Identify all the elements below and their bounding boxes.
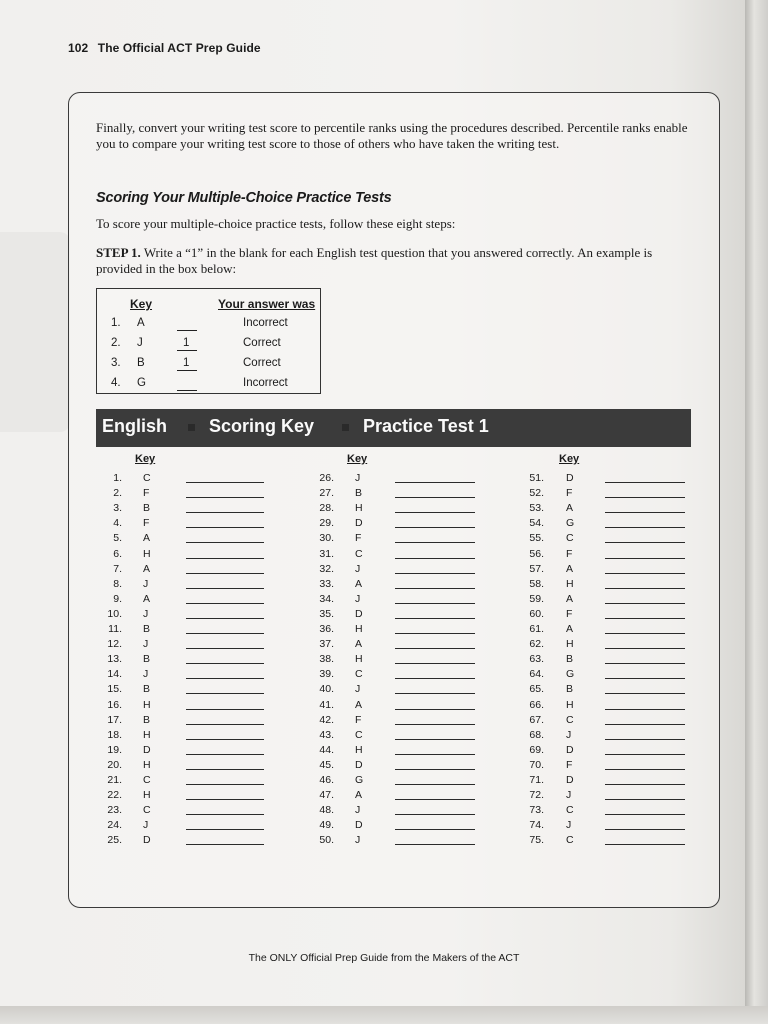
answer-blank[interactable] xyxy=(605,512,685,513)
answer-letter: C xyxy=(143,804,151,817)
answer-letter: J xyxy=(143,577,149,590)
question-number: 55. xyxy=(529,532,544,545)
answer-row xyxy=(0,833,768,848)
answer-letter: J xyxy=(355,472,361,484)
answer-blank[interactable] xyxy=(605,527,685,528)
question-number: 54. xyxy=(529,517,544,530)
answer-letter: D xyxy=(566,743,574,756)
answer-letter: G xyxy=(566,517,575,530)
question-number: 59. xyxy=(529,592,544,605)
answer-letter: J xyxy=(566,819,572,832)
answer-letter: J xyxy=(143,819,149,832)
answer-blank[interactable] xyxy=(605,588,685,589)
book-title: The Official ACT Prep Guide xyxy=(97,41,261,55)
question-number: 35. xyxy=(319,607,334,620)
answer-letter: F xyxy=(355,532,362,545)
answer-letter: H xyxy=(566,698,574,711)
answer-letter: C xyxy=(355,547,363,560)
banner-subject: English xyxy=(102,416,168,436)
question-number: 21. xyxy=(107,774,122,786)
question-number: 30. xyxy=(319,532,334,545)
answer-row xyxy=(0,471,768,486)
question-number: 68. xyxy=(529,728,544,741)
example-answer-header: Your answer was xyxy=(218,297,316,311)
answer-row xyxy=(0,713,768,728)
question-number: 15. xyxy=(107,683,122,696)
answer-letter: H xyxy=(143,728,151,741)
answer-row xyxy=(0,652,768,667)
question-number: 22. xyxy=(107,789,122,802)
answer-letter: B xyxy=(143,623,151,635)
answer-row xyxy=(0,501,768,516)
example-mark: 1 xyxy=(183,337,190,349)
question-number: 64. xyxy=(529,668,544,681)
answer-letter: J xyxy=(355,683,361,696)
answer-blank[interactable] xyxy=(605,497,685,498)
example-number: 2. xyxy=(111,337,121,349)
question-number: 8. xyxy=(113,577,122,590)
question-number: 56. xyxy=(529,547,544,560)
step-text: Write a “1” in the blank for each English test question that you answered correctly. An example is provided in the box below: xyxy=(96,245,653,276)
banner-square xyxy=(188,424,195,431)
answer-letter: A xyxy=(355,698,363,711)
answer-row xyxy=(0,486,768,501)
key-header-col-2: Key xyxy=(347,453,368,465)
page-footer: The ONLY Official Prep Guide from the Makers of the ACT xyxy=(248,952,520,964)
answer-letter: A xyxy=(355,577,363,590)
bleed-through-tab xyxy=(0,232,70,432)
question-number: 41. xyxy=(319,698,334,711)
question-number: 25. xyxy=(107,834,122,847)
example-key-header: Key xyxy=(130,297,153,311)
answer-letter: H xyxy=(143,698,151,711)
answer-letter: F xyxy=(566,487,573,500)
answer-letter: B xyxy=(566,683,574,696)
example-box xyxy=(96,288,321,394)
intro-paragraph: Finally, convert your writing test score to percentile ranks using the procedures described. Percentile ranks enable you to compare your writing test score to those of others who have taken the writing test. xyxy=(96,120,688,151)
question-number: 26. xyxy=(319,472,334,484)
answer-blank[interactable] xyxy=(605,693,685,694)
answer-letter: J xyxy=(355,562,361,575)
answer-letter: D xyxy=(355,517,363,530)
question-number: 66. xyxy=(529,698,544,711)
key-header-col-3: Key xyxy=(559,453,580,465)
question-number: 7. xyxy=(113,562,122,575)
answer-letter: H xyxy=(566,577,574,590)
question-number: 47. xyxy=(319,789,334,802)
example-key: B xyxy=(137,357,145,369)
question-number: 39. xyxy=(319,668,334,681)
answer-row xyxy=(0,667,768,682)
answer-row xyxy=(0,818,768,833)
question-number: 36. xyxy=(319,623,334,635)
answer-letter: A xyxy=(566,502,574,515)
answer-letter: J xyxy=(566,789,572,802)
answer-blank[interactable] xyxy=(605,648,685,649)
answer-letter: H xyxy=(143,547,151,560)
answer-letter: F xyxy=(566,607,573,620)
question-number: 61. xyxy=(529,623,544,635)
example-row xyxy=(97,377,322,397)
answer-letter: F xyxy=(355,713,362,726)
question-number: 71. xyxy=(529,774,544,786)
example-blank xyxy=(177,350,197,351)
answer-blank[interactable] xyxy=(605,573,685,574)
answer-row xyxy=(0,743,768,758)
question-number: 75. xyxy=(529,834,544,847)
question-number: 14. xyxy=(107,668,122,681)
answer-letter: A xyxy=(143,562,151,575)
question-number: 49. xyxy=(319,819,334,832)
answer-letter: D xyxy=(566,774,574,786)
answer-blank[interactable] xyxy=(605,724,685,725)
question-number: 2. xyxy=(113,487,122,500)
example-number: 3. xyxy=(111,357,121,369)
question-number: 57. xyxy=(529,562,544,575)
answer-letter: C xyxy=(566,532,574,545)
question-number: 23. xyxy=(107,804,122,817)
answer-blank[interactable] xyxy=(605,829,685,830)
answer-blank[interactable] xyxy=(605,754,685,755)
answer-blank[interactable] xyxy=(605,633,685,634)
example-blank xyxy=(177,370,197,371)
answer-letter: J xyxy=(355,804,361,817)
question-number: 19. xyxy=(107,743,122,756)
answer-letter: F xyxy=(566,547,573,560)
example-key: A xyxy=(137,317,145,329)
answer-letter: A xyxy=(566,562,574,575)
answer-letter: D xyxy=(566,472,574,484)
example-row xyxy=(97,317,322,337)
answer-letter: J xyxy=(143,607,149,620)
question-number: 52. xyxy=(529,487,544,500)
example-result: Correct xyxy=(243,357,281,369)
answer-letter: J xyxy=(143,638,149,651)
page-number: 102 xyxy=(68,41,89,55)
answer-letter: H xyxy=(355,502,363,515)
answer-row xyxy=(0,803,768,818)
answer-row xyxy=(0,728,768,743)
answer-row xyxy=(0,758,768,773)
question-number: 29. xyxy=(319,517,334,530)
answer-letter: F xyxy=(566,758,573,771)
answer-letter: B xyxy=(143,683,151,696)
example-result: Correct xyxy=(243,337,281,349)
question-number: 45. xyxy=(319,758,334,771)
answer-blank[interactable] xyxy=(605,814,685,815)
answer-blank[interactable] xyxy=(605,542,685,543)
key-header-col-1: Key xyxy=(135,453,156,465)
answer-letter: F xyxy=(143,487,150,500)
answer-blank[interactable] xyxy=(605,678,685,679)
answer-row xyxy=(0,531,768,546)
example-row xyxy=(97,337,322,357)
question-number: 42. xyxy=(319,713,334,726)
question-number: 37. xyxy=(319,638,334,651)
example-result: Incorrect xyxy=(243,317,288,329)
step-1 xyxy=(96,245,696,277)
question-number: 13. xyxy=(107,653,122,666)
question-number: 53. xyxy=(529,502,544,515)
running-header xyxy=(68,41,261,55)
answer-row xyxy=(0,788,768,803)
answer-row xyxy=(0,622,768,637)
answer-row xyxy=(0,607,768,622)
answer-letter: B xyxy=(143,653,151,666)
example-blank xyxy=(177,390,197,391)
answer-letter: C xyxy=(355,728,363,741)
question-number: 4. xyxy=(113,517,122,530)
question-number: 16. xyxy=(107,698,122,711)
answer-blank[interactable] xyxy=(605,709,685,710)
answer-letter: C xyxy=(143,472,151,484)
answer-letter: C xyxy=(143,774,151,786)
question-number: 11. xyxy=(108,623,122,635)
answer-letter: A xyxy=(566,623,574,635)
question-number: 50. xyxy=(319,834,334,847)
section-title: Scoring Your Multiple-Choice Practice Tests xyxy=(96,190,392,206)
answer-letter: D xyxy=(143,743,151,756)
answer-letter: A xyxy=(143,532,151,545)
question-number: 69. xyxy=(529,743,544,756)
answer-row xyxy=(0,516,768,531)
question-number: 63. xyxy=(529,653,544,666)
question-number: 28. xyxy=(319,502,334,515)
answer-letter: H xyxy=(143,758,151,771)
answer-letter: J xyxy=(566,728,572,741)
question-number: 31. xyxy=(319,547,334,560)
answer-letter: B xyxy=(566,653,574,666)
answer-letter: B xyxy=(143,502,151,515)
example-result: Incorrect xyxy=(243,377,288,389)
answer-letter: H xyxy=(143,789,151,802)
question-number: 44. xyxy=(319,743,334,756)
answer-blank[interactable] xyxy=(605,482,685,483)
answer-letter: H xyxy=(355,743,363,756)
step-label: STEP 1. xyxy=(96,245,141,260)
question-number: 60. xyxy=(529,607,544,620)
answer-letter: C xyxy=(566,713,574,726)
answer-letter: D xyxy=(355,819,363,832)
banner-square xyxy=(342,424,349,431)
question-number: 62. xyxy=(529,638,544,651)
question-number: 38. xyxy=(319,653,334,666)
question-number: 40. xyxy=(319,683,334,696)
answer-row xyxy=(0,698,768,713)
banner-title: Scoring Key xyxy=(209,416,315,436)
answer-letter: A xyxy=(566,592,574,605)
answer-blank[interactable] xyxy=(605,558,685,559)
question-number: 24. xyxy=(107,819,122,832)
answer-letter: H xyxy=(355,653,363,666)
answer-letter: A xyxy=(355,789,363,802)
question-number: 48. xyxy=(319,804,334,817)
question-number: 18. xyxy=(107,728,122,741)
answer-blank[interactable] xyxy=(605,799,685,800)
question-number: 72. xyxy=(529,789,544,802)
answer-row xyxy=(0,547,768,562)
answer-letter: C xyxy=(566,804,574,817)
answer-letter: G xyxy=(355,774,364,786)
answer-blank[interactable] xyxy=(605,663,685,664)
question-number: 51. xyxy=(529,472,544,484)
answer-letter: D xyxy=(355,758,363,771)
answer-letter: A xyxy=(143,592,151,605)
example-row xyxy=(97,357,322,377)
answer-letter: J xyxy=(355,834,361,847)
question-number: 34. xyxy=(319,592,334,605)
question-number: 6. xyxy=(113,547,122,560)
example-blank xyxy=(177,330,197,331)
answer-blank[interactable] xyxy=(605,739,685,740)
question-number: 46. xyxy=(319,774,334,786)
answer-letter: A xyxy=(355,638,363,651)
question-number: 12. xyxy=(107,638,122,651)
question-number: 33. xyxy=(319,577,334,590)
banner-test: Practice Test 1 xyxy=(363,416,489,436)
question-number: 17. xyxy=(107,713,122,726)
answer-blank[interactable] xyxy=(605,618,685,619)
answer-letter: J xyxy=(143,668,149,681)
answer-row xyxy=(0,562,768,577)
answer-letter: J xyxy=(355,592,361,605)
example-number: 4. xyxy=(111,377,121,389)
answer-row xyxy=(0,773,768,788)
question-number: 5. xyxy=(113,532,122,545)
question-number: 73. xyxy=(529,804,544,817)
question-number: 65. xyxy=(529,683,544,696)
question-number: 70. xyxy=(529,758,544,771)
example-number: 1. xyxy=(111,317,121,329)
answer-blank[interactable] xyxy=(605,844,685,845)
question-number: 43. xyxy=(319,728,334,741)
answer-row xyxy=(0,682,768,697)
answer-letter: H xyxy=(355,623,363,635)
question-number: 74. xyxy=(529,819,544,832)
answer-blank[interactable] xyxy=(605,784,685,785)
section-intro: To score your multiple-choice practice tests, follow these eight steps: xyxy=(96,216,456,231)
question-number: 67. xyxy=(529,713,544,726)
answer-letter: G xyxy=(566,668,575,681)
question-number: 9. xyxy=(113,592,122,605)
question-number: 32. xyxy=(319,562,334,575)
question-number: 27. xyxy=(319,487,334,500)
answer-letter: B xyxy=(355,487,363,500)
page-bottom-edge xyxy=(0,1006,768,1024)
answer-letter: C xyxy=(355,668,363,681)
example-mark: 1 xyxy=(183,357,190,369)
question-number: 1. xyxy=(113,472,122,484)
answer-letter: F xyxy=(143,517,150,530)
question-number: 3. xyxy=(113,502,122,515)
answer-letter: C xyxy=(566,834,574,847)
answer-row xyxy=(0,592,768,607)
question-number: 20. xyxy=(107,758,122,771)
question-number: 10. xyxy=(107,607,122,620)
answer-blank[interactable] xyxy=(605,769,685,770)
question-number: 58. xyxy=(529,577,544,590)
answer-letter: H xyxy=(566,638,574,651)
answer-letter: D xyxy=(143,834,151,847)
example-key: J xyxy=(137,337,143,349)
answer-letter: D xyxy=(355,607,363,620)
answer-blank[interactable] xyxy=(605,603,685,604)
scoring-key-banner xyxy=(96,409,691,447)
answer-letter: B xyxy=(143,713,151,726)
answer-row xyxy=(0,577,768,592)
example-key: G xyxy=(137,377,146,389)
answer-row xyxy=(0,637,768,652)
